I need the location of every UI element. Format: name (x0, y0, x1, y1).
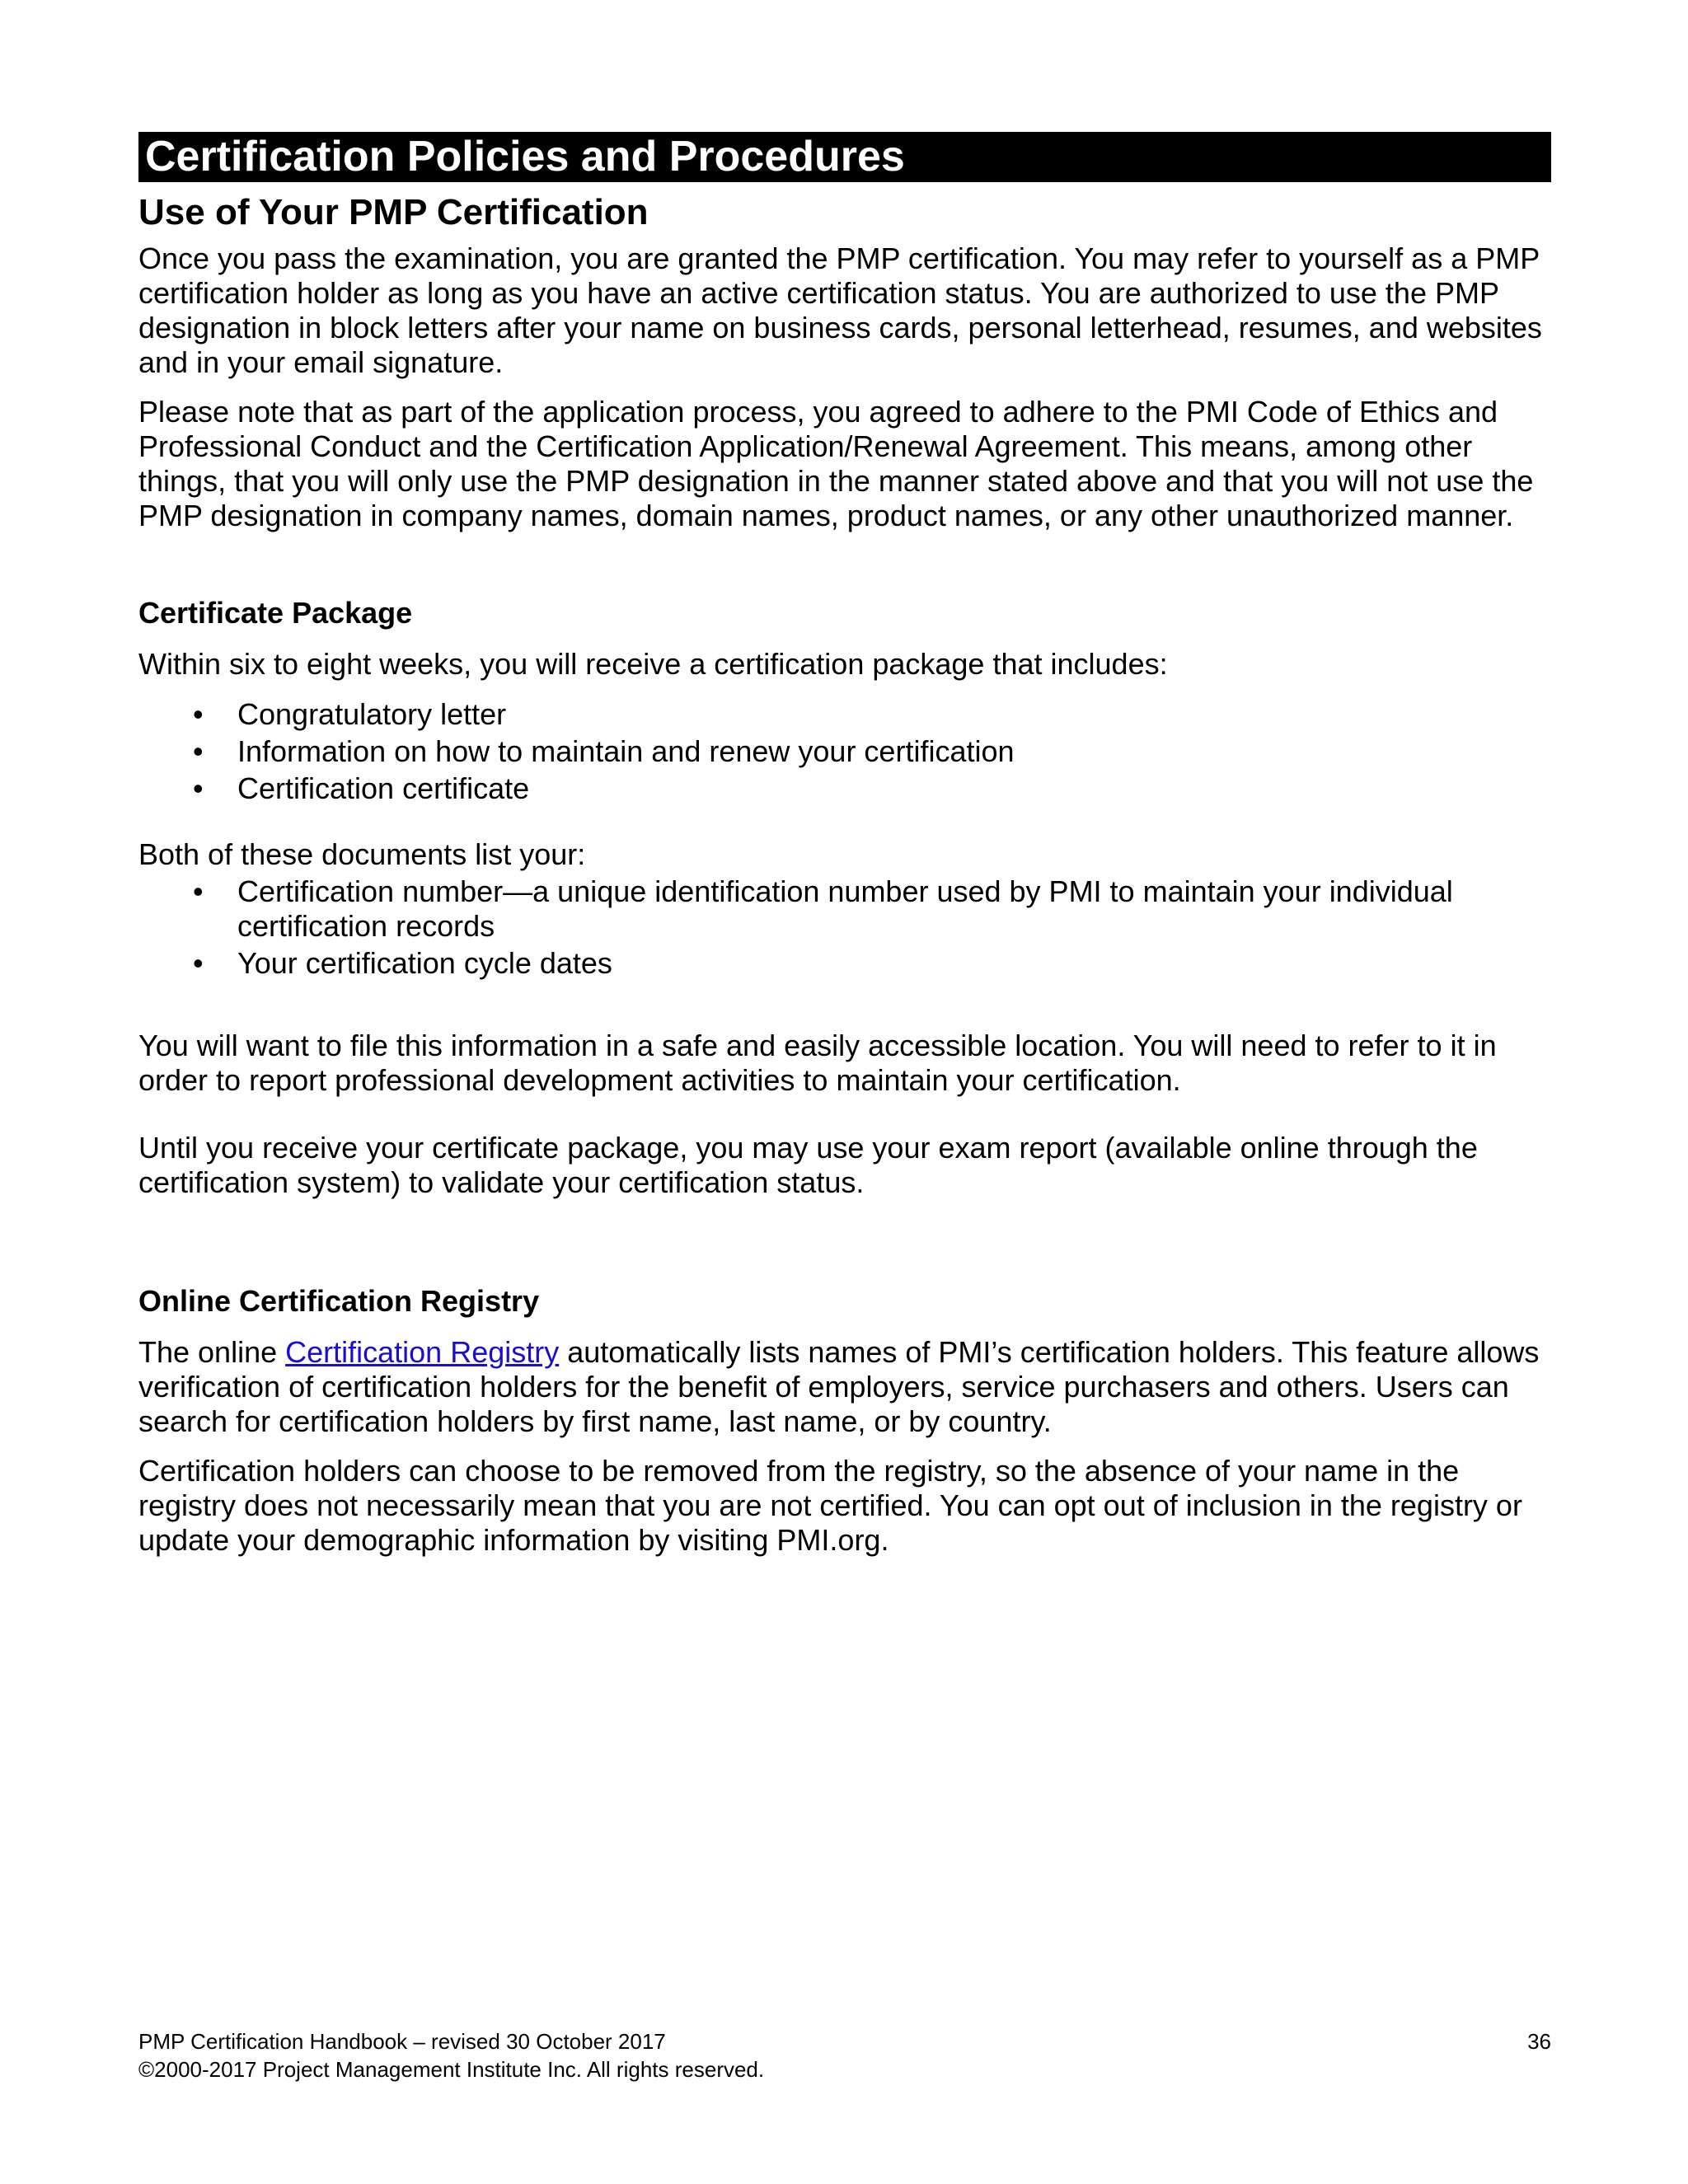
section-title: Use of Your PMP Certification (138, 192, 649, 232)
list-item: • Your certification cycle dates (193, 946, 612, 980)
use-paragraph-1: Once you pass the examination, you are granted the PMP certification. You may refer to yourself as a PMP certification holder as long as you have an active certification status. You are authorized to use the PMP designation in block letters after your name on business cards, personal letterhead, resumes, and websites and in your email signature. (138, 241, 1542, 379)
documents-list-intro: Both of these documents list your: (138, 837, 586, 871)
certificate-package-heading: Certificate Package (138, 596, 413, 630)
list-item: • Certification certificate (193, 771, 530, 805)
use-paragraph-2: Please note that as part of the application process, you agreed to adhere to the PMI Code of Ethics and Professional Conduct and the Certification Application/Renewal Agreement. This means, among other things, that you will only use the PMP designation in the manner stated above and that you will not use the PMP designation in company names, domain names, product names, or any other unauthorized manner. (138, 395, 1534, 532)
chapter-title: Certification Policies and Procedures (145, 133, 905, 180)
list-item: • Certification number—a unique identification number used by PMI to maintain your individual certification records (193, 874, 1453, 943)
certification-registry-link[interactable]: Certification Registry (285, 1335, 560, 1369)
exam-report-paragraph: Until you receive your certificate package, you may use your exam report (available online through the certification system) to validate your certification status. (138, 1131, 1478, 1199)
bullet-icon: • (193, 697, 204, 731)
bullet-icon: • (193, 734, 204, 768)
certificate-package-intro: Within six to eight weeks, you will receive a certification package that includes: (138, 647, 1168, 681)
footer-handbook-line: PMP Certification Handbook – revised 30 October 2017 (138, 2029, 666, 2054)
bullet-icon: • (193, 946, 204, 980)
list-item: • Information on how to maintain and renew your certification (193, 734, 1015, 768)
page-number: 36 (1527, 2029, 1551, 2054)
page-footer (138, 2027, 1551, 2083)
registry-paragraph-1: The online Certification Registry automatically lists names of PMI’s certification holders. This feature allows verification of certification holders for the benefit of employers, service purchasers and others. Users can search for certification holders by first name, last name, or by country. (138, 1335, 1540, 1438)
footer-copyright-line: ©2000-2017 Project Management Institute Inc. All rights reserved. (138, 2057, 765, 2082)
documents-list (138, 874, 1551, 981)
list-item: • Congratulatory letter (193, 697, 507, 731)
bullet-icon: • (193, 874, 204, 908)
chapter-title-bar (138, 132, 1551, 182)
page-content (138, 132, 1551, 1558)
package-items-list (138, 697, 1551, 806)
registry-heading: Online Certification Registry (138, 1284, 540, 1318)
file-info-paragraph: You will want to file this information in a safe and easily accessible location. You will need to refer to it in order to report professional development activities to maintain your certification. (138, 1029, 1497, 1097)
registry-paragraph-2: Certification holders can choose to be removed from the registry, so the absence of your name in the registry does not necessarily mean that you are not certified. You can opt out of inclusion in the registry or update your demographic information by visiting PMI.org. (138, 1454, 1522, 1557)
bullet-icon: • (193, 771, 204, 805)
